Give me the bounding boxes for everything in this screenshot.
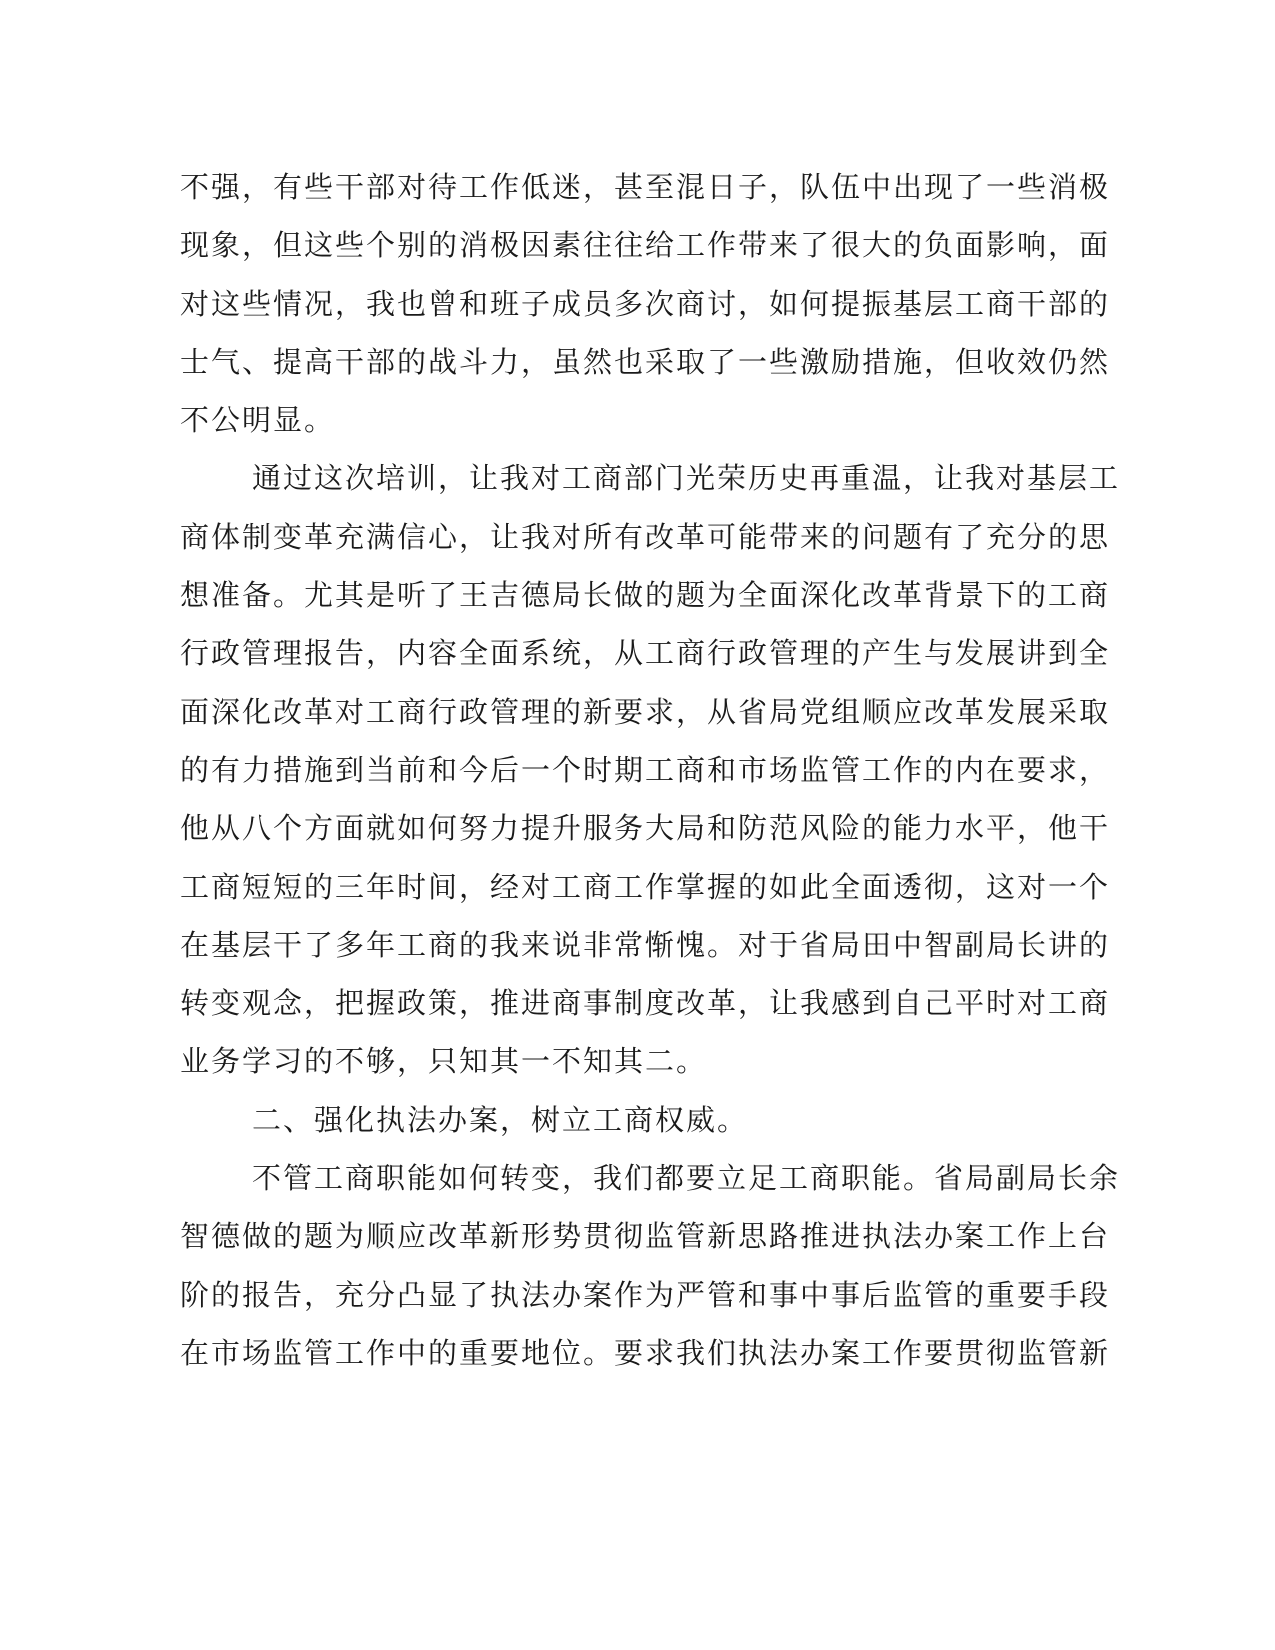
text-line: 不强，有些干部对待工作低迷，甚至混日子，队伍中出现了一些消极: [180, 170, 1111, 204]
text-line: 智德做的题为顺应改革新形势贯彻监管新思路推进执法办案工作上台: [180, 1219, 1111, 1254]
text-line: 业务学习的不够，只知其一不知其二。: [180, 1044, 708, 1079]
text-line: 通过这次培训，让我对工商部门光荣历史再重温，让我对基层工: [252, 461, 1121, 496]
text-line: 的有力措施到当前和今后一个时期工商和市场监管工作的内在要求，: [180, 752, 1111, 787]
document-body: [180, 158, 1121, 1382]
text-line: 行政管理报告，内容全面系统，从工商行政管理的产生与发展讲到全: [180, 636, 1111, 671]
text-line: 阶的报告，充分凸显了执法办案作为严管和事中事后监管的重要手段: [180, 1277, 1111, 1312]
text-line: 面深化改革对工商行政管理的新要求，从省局党组顺应改革发展采取: [180, 694, 1111, 729]
paragraph-1: [180, 158, 1111, 449]
text-line: 工商短短的三年时间，经对工商工作掌握的如此全面透彻，这对一个: [180, 869, 1111, 904]
text-line: 不管工商职能如何转变，我们都要立足工商职能。省局副局长余: [252, 1161, 1121, 1196]
text-line: 士气、提高干部的战斗力，虽然也采取了一些激励措施，但收效仍然: [180, 344, 1111, 379]
text-line: 想准备。尤其是听了王吉德局长做的题为全面深化改革背景下的工商: [180, 578, 1111, 613]
text-line: 对这些情况，我也曾和班子成员多次商讨，如何提振基层工商干部的: [180, 286, 1111, 321]
paragraph-3: [180, 1149, 1121, 1382]
text-line: 二、强化执法办案，树立工商权威。: [252, 1102, 749, 1137]
text-line: 现象，但这些个别的消极因素往往给工作带来了很大的负面影响，面: [180, 228, 1111, 263]
section-heading: [180, 1091, 1060, 1149]
paragraph-2: [180, 449, 1121, 1090]
text-line: 转变观念，把握政策，推进商事制度改革，让我感到自己平时对工商: [180, 986, 1111, 1021]
text-line: 他从八个方面就如何努力提升服务大局和防范风险的能力水平，他干: [180, 811, 1111, 846]
text-line: 商体制变革充满信心，让我对所有改革可能带来的问题有了充分的思: [180, 519, 1111, 554]
text-line: 在市场监管工作中的重要地位。要求我们执法办案工作要贯彻监管新: [180, 1335, 1111, 1370]
text-line: 不公明显。: [180, 403, 336, 438]
text-line: 在基层干了多年工商的我来说非常惭愧。对于省局田中智副局长讲的: [180, 927, 1111, 962]
